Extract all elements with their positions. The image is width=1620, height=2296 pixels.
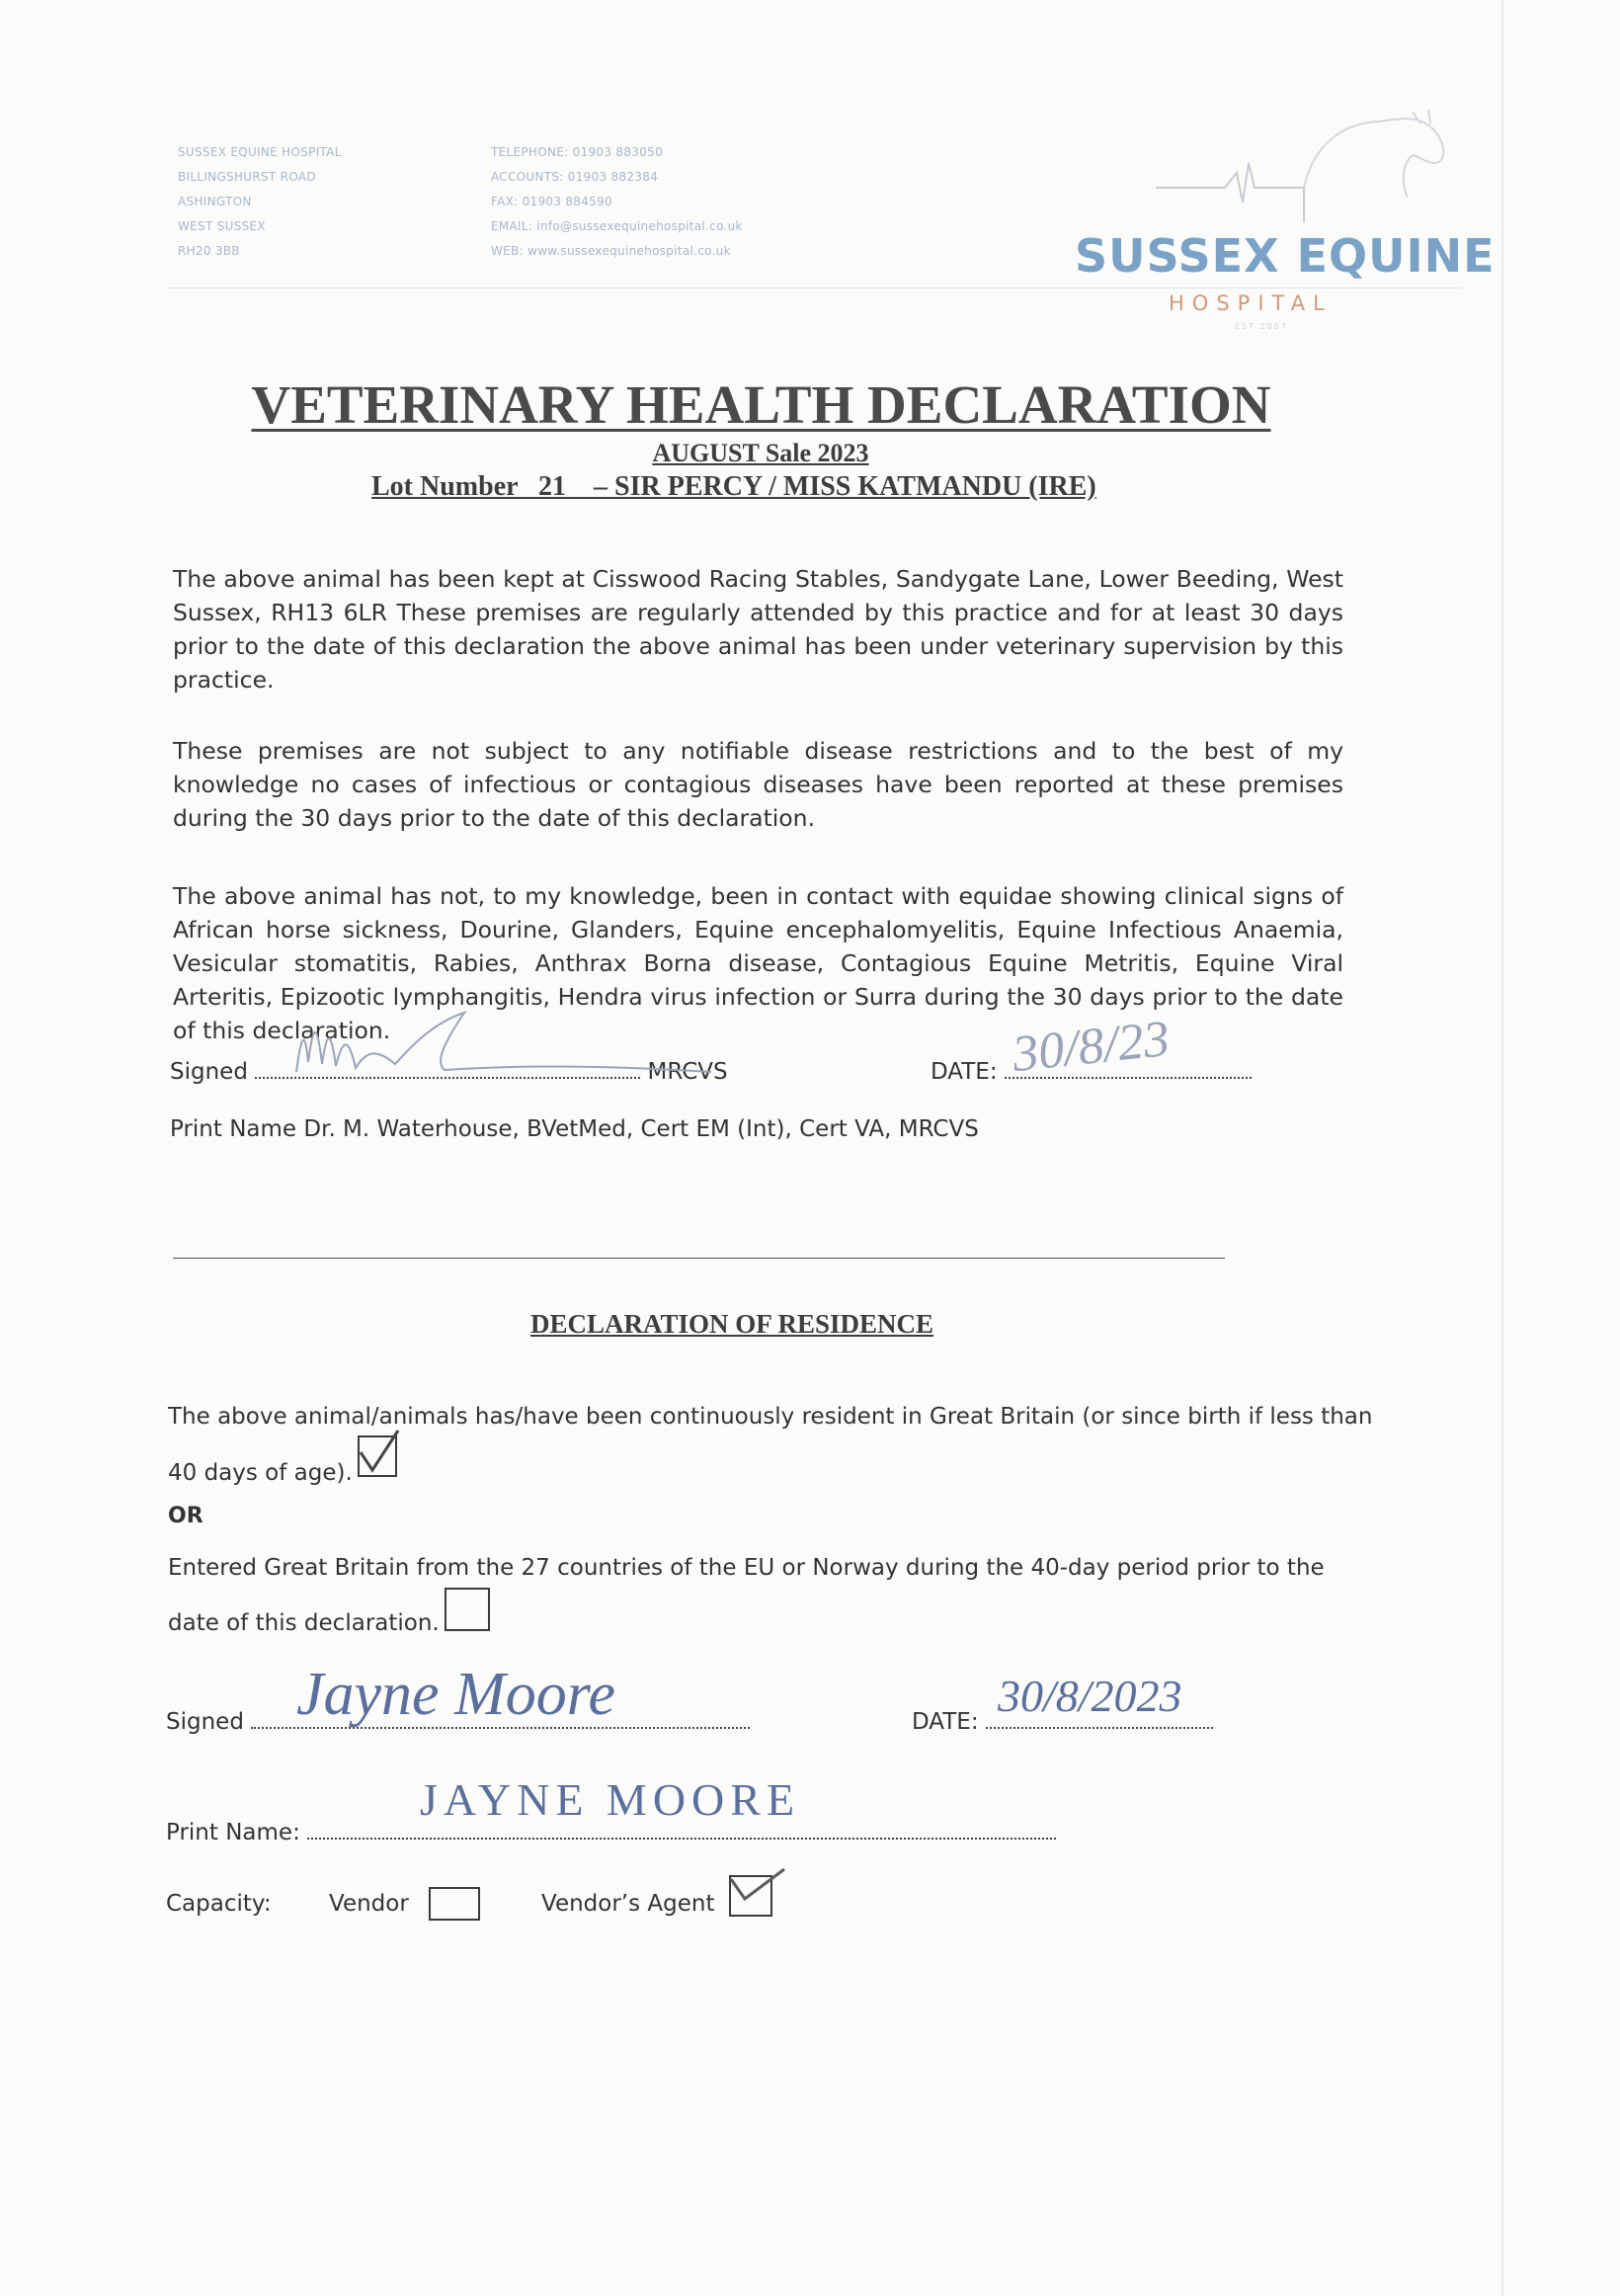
agent-signature: Jayne Moore bbox=[296, 1661, 616, 1728]
header-rule bbox=[168, 287, 1462, 288]
vet-signature-icon bbox=[286, 1003, 741, 1102]
address-line: ASHINGTON bbox=[178, 195, 252, 208]
logo-est: EST 2007 bbox=[1235, 322, 1288, 331]
eu-entry-checkbox[interactable] bbox=[445, 1588, 490, 1631]
agent-date-value: 30/8/2023 bbox=[998, 1671, 1182, 1721]
residence-heading: DECLARATION OF RESIDENCE bbox=[530, 1309, 934, 1339]
print-name-label: Print Name: bbox=[166, 1820, 300, 1845]
residence-option-1-line1: The above animal/animals has/have been continuously resident in Great Britain (or since birth if less than bbox=[168, 1404, 1373, 1430]
contact-line: ACCOUNTS: 01903 882384 bbox=[491, 170, 659, 184]
or-label: OR bbox=[168, 1504, 203, 1528]
logo-sub: HOSPITAL bbox=[1169, 291, 1333, 315]
premises-paragraph: The above animal has been kept at Cisswood Racing Stables, Sandygate Lane, Lower Beeding, West Sussex, RH13 6LR These premises are regularly attended by this practice and for at least 30 days prior to the date of this declaration the above animal has been under veterinary supervision by this practice. bbox=[173, 565, 1343, 694]
disease-paragraph: These premises are not subject to any notifiable disease restrictions and to the best of my knowledge no cases of infectious or contagious diseases have been reported at these premises during the 30 days prior to the date of this declaration. bbox=[173, 737, 1343, 832]
residence-option-1-line2: 40 days of age). bbox=[168, 1460, 353, 1486]
address-line: RH20 3BB bbox=[178, 244, 240, 258]
logo-name: SUSSEX EQUINE bbox=[1075, 229, 1496, 283]
contact-line: TELEPHONE: 01903 883050 bbox=[491, 145, 663, 159]
vet-print-name: Print Name Dr. M. Waterhouse, BVetMed, Cert EM (Int), Cert VA, MRCVS bbox=[170, 1116, 979, 1142]
horse-ecg-logo-icon bbox=[1146, 104, 1462, 242]
signed-label: Signed bbox=[166, 1709, 244, 1735]
vendor-label: Vendor bbox=[329, 1891, 409, 1917]
date-label: DATE: bbox=[931, 1059, 998, 1085]
address-line: BILLINGSHURST ROAD bbox=[178, 170, 316, 184]
page-title: VETERINARY HEALTH DECLARATION bbox=[251, 374, 1271, 435]
capacity-label: Capacity: bbox=[166, 1891, 272, 1917]
contact-line: WEB: www.sussexequinehospital.co.uk bbox=[491, 244, 731, 258]
date-label: DATE: bbox=[912, 1709, 979, 1735]
hospital-contacts bbox=[491, 140, 743, 264]
page-edge bbox=[1501, 0, 1503, 2296]
checkmark-icon bbox=[723, 1857, 792, 1917]
section-divider bbox=[173, 1258, 1225, 1259]
contact-line: EMAIL: info@sussexequinehospital.co.uk bbox=[491, 219, 743, 233]
mrcvs-label: MRCVS bbox=[647, 1059, 728, 1085]
contact-line: FAX: 01903 884590 bbox=[491, 195, 612, 208]
lot-line: Lot Number 21 – SIR PERCY / MISS KATMANDU (IRE) bbox=[371, 471, 1096, 502]
agent-print-name-value: JAYNE MOORE bbox=[420, 1774, 801, 1825]
vendor-checkbox[interactable] bbox=[429, 1887, 480, 1921]
vet-date-value: 30/8/23 bbox=[1010, 1010, 1173, 1084]
residence-option-2-line1: Entered Great Britain from the 27 countries of the EU or Norway during the 40-day period prior to the bbox=[168, 1555, 1325, 1581]
contact-paragraph: The above animal has not, to my knowledge, been in contact with equidae showing clinical signs of African horse sickness, Dourine, Glanders, Equine encephalomyelitis, Equine Infectious Anaemia, Vesicular stomatitis, Rabies, Anthrax Borna disease, Contagious Equine Metritis, Equine Viral Arteritis, Epizootic lymphangitis, Hendra virus infection or Surra during the 30 days prior to the date of this declaration. bbox=[173, 882, 1343, 1044]
hospital-address bbox=[178, 140, 342, 264]
signed-label: Signed bbox=[170, 1059, 248, 1085]
vendor-agent-label: Vendor’s Agent bbox=[541, 1891, 715, 1917]
address-line: WEST SUSSEX bbox=[178, 219, 266, 233]
residence-option-2-line2: date of this declaration. bbox=[168, 1610, 440, 1636]
sale-subtitle: AUGUST Sale 2023 bbox=[652, 439, 869, 467]
checkmark-icon bbox=[351, 1423, 410, 1482]
address-line: SUSSEX EQUINE HOSPITAL bbox=[178, 145, 342, 159]
